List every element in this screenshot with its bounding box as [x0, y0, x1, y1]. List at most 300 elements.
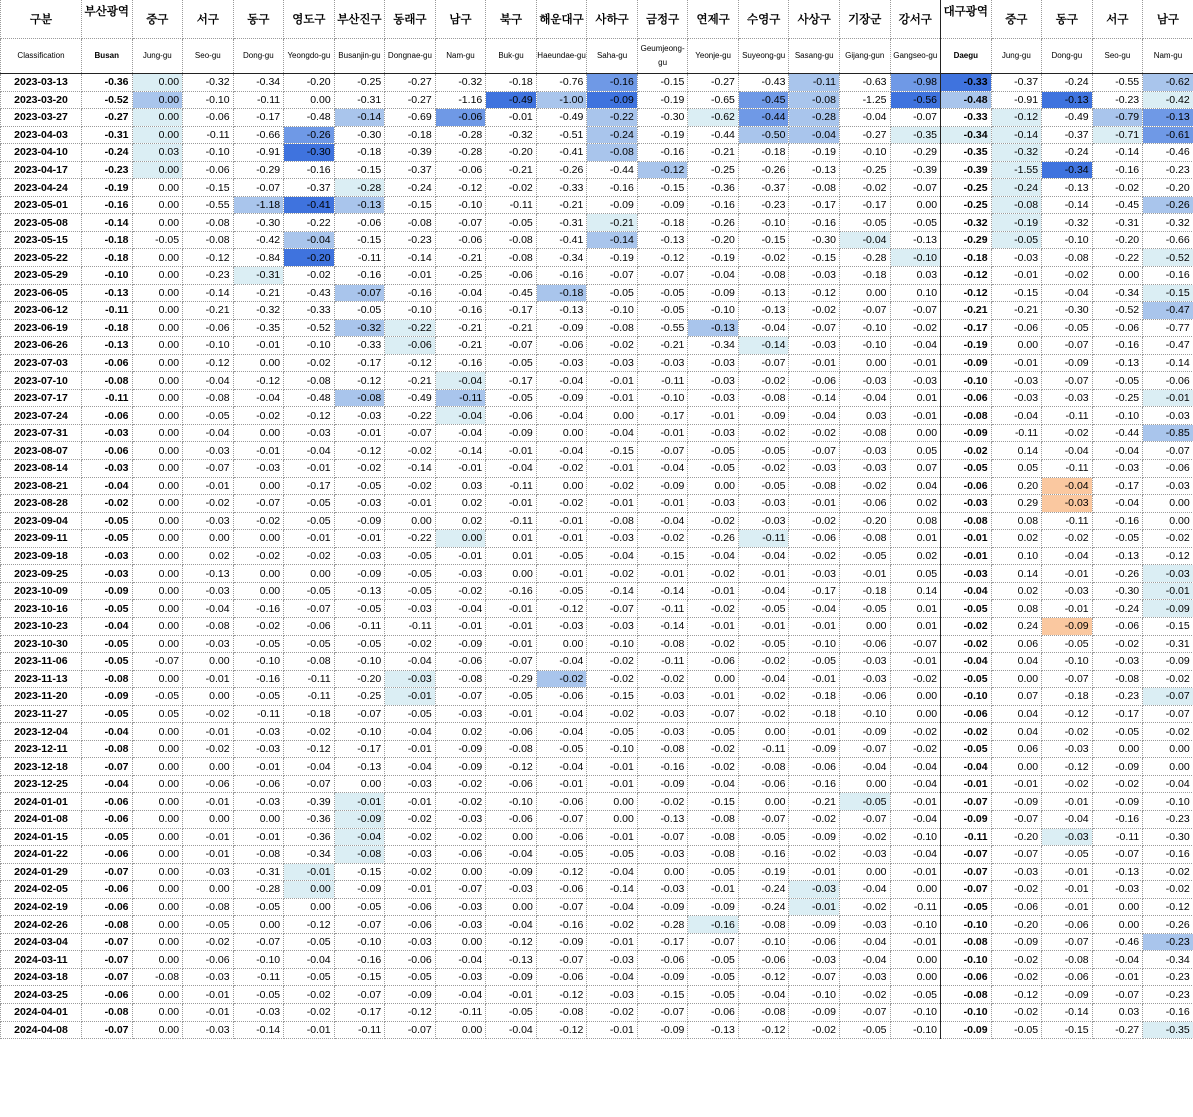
- value-cell: -0.10: [183, 144, 234, 162]
- value-cell: -0.08: [941, 512, 992, 530]
- value-cell: -0.16: [688, 196, 739, 214]
- value-cell: -0.07: [890, 179, 941, 197]
- value-cell: -0.44: [587, 161, 638, 179]
- value-cell: -0.03: [1042, 389, 1093, 407]
- value-cell: -0.39: [941, 161, 992, 179]
- value-cell: 0.00: [132, 109, 183, 127]
- value-cell: -0.05: [688, 460, 739, 478]
- value-cell: -0.06: [82, 898, 133, 916]
- value-cell: -0.44: [1092, 424, 1143, 442]
- value-cell: -0.16: [233, 600, 284, 618]
- value-cell: -0.06: [1042, 968, 1093, 986]
- value-cell: -0.02: [587, 477, 638, 495]
- value-cell: -0.02: [789, 1021, 840, 1039]
- value-cell: -0.30: [637, 109, 688, 127]
- value-cell: -0.04: [183, 600, 234, 618]
- value-cell: 0.00: [991, 758, 1042, 776]
- value-cell: 0.00: [132, 91, 183, 109]
- value-cell: -0.32: [1042, 214, 1093, 232]
- value-cell: -0.04: [486, 916, 537, 934]
- value-cell: -0.02: [637, 793, 688, 811]
- value-cell: 0.00: [132, 530, 183, 548]
- date-cell: 2023-09-25: [1, 565, 82, 583]
- value-cell: -0.04: [284, 951, 335, 969]
- value-cell: -0.05: [284, 582, 335, 600]
- value-cell: -0.13: [738, 284, 789, 302]
- value-cell: -0.22: [284, 214, 335, 232]
- value-cell: -0.11: [486, 512, 537, 530]
- date-cell: 2023-05-08: [1, 214, 82, 232]
- value-cell: -0.10: [890, 916, 941, 934]
- value-cell: -0.11: [637, 600, 688, 618]
- value-cell: -0.37: [991, 74, 1042, 92]
- value-cell: -0.23: [1143, 161, 1193, 179]
- table-row: [1, 91, 1193, 109]
- date-cell: 2024-03-18: [1, 968, 82, 986]
- value-cell: -0.04: [82, 723, 133, 741]
- value-cell: -0.16: [1092, 161, 1143, 179]
- value-cell: -0.08: [82, 740, 133, 758]
- table-row: [1, 688, 1193, 706]
- date-cell: 2024-04-08: [1, 1021, 82, 1039]
- value-cell: -0.15: [334, 161, 385, 179]
- value-cell: -0.37: [385, 161, 436, 179]
- value-cell: -0.03: [435, 810, 486, 828]
- date-cell: 2024-01-08: [1, 810, 82, 828]
- value-cell: -0.05: [385, 582, 436, 600]
- value-cell: -0.25: [334, 688, 385, 706]
- value-cell: -0.05: [890, 214, 941, 232]
- value-cell: -0.05: [486, 389, 537, 407]
- value-cell: -0.03: [233, 740, 284, 758]
- value-cell: -0.03: [183, 1021, 234, 1039]
- table-row: [1, 793, 1193, 811]
- value-cell: -0.12: [536, 1021, 587, 1039]
- date-cell: 2023-08-07: [1, 442, 82, 460]
- value-cell: -0.11: [486, 477, 537, 495]
- value-cell: -0.08: [1042, 249, 1093, 267]
- value-cell: -0.04: [385, 758, 436, 776]
- value-cell: -0.02: [1042, 267, 1093, 285]
- value-cell: -0.03: [435, 705, 486, 723]
- value-cell: -0.09: [1143, 600, 1193, 618]
- value-cell: 0.01: [486, 547, 537, 565]
- value-cell: -0.48: [284, 389, 335, 407]
- table-row: [1, 723, 1193, 741]
- value-cell: 0.03: [839, 407, 890, 425]
- value-cell: -0.07: [941, 846, 992, 864]
- value-cell: -0.05: [82, 530, 133, 548]
- value-cell: -0.04: [486, 846, 537, 864]
- value-cell: -0.11: [183, 126, 234, 144]
- value-cell: -0.04: [688, 775, 739, 793]
- value-cell: -0.20: [991, 828, 1042, 846]
- value-cell: -0.01: [637, 495, 688, 513]
- value-cell: -0.13: [1092, 547, 1143, 565]
- value-cell: -0.06: [789, 933, 840, 951]
- value-cell: 0.00: [233, 530, 284, 548]
- value-cell: -0.12: [1042, 705, 1093, 723]
- value-cell: -0.08: [284, 372, 335, 390]
- value-cell: -0.85: [1143, 424, 1193, 442]
- table-row: [1, 126, 1193, 144]
- table-row: [1, 968, 1193, 986]
- date-cell: 2023-06-19: [1, 319, 82, 337]
- value-cell: -0.07: [82, 951, 133, 969]
- value-cell: 0.00: [839, 775, 890, 793]
- value-cell: -0.10: [334, 653, 385, 671]
- value-cell: -0.05: [82, 635, 133, 653]
- value-cell: -0.11: [284, 688, 335, 706]
- value-cell: -0.02: [385, 635, 436, 653]
- value-cell: -0.03: [738, 495, 789, 513]
- date-cell: 2024-01-22: [1, 846, 82, 864]
- value-cell: -0.01: [1092, 968, 1143, 986]
- column-header-korean: 사하구: [587, 0, 638, 39]
- value-cell: -0.08: [334, 846, 385, 864]
- table-row: [1, 933, 1193, 951]
- value-cell: -0.31: [536, 214, 587, 232]
- value-cell: -0.05: [284, 968, 335, 986]
- date-cell: 2023-11-13: [1, 670, 82, 688]
- value-cell: -0.07: [435, 688, 486, 706]
- value-cell: -0.11: [738, 740, 789, 758]
- value-cell: -0.07: [132, 653, 183, 671]
- value-cell: -0.03: [1092, 881, 1143, 899]
- value-cell: -0.06: [486, 407, 537, 425]
- value-cell: -0.27: [688, 74, 739, 92]
- value-cell: -0.02: [941, 442, 992, 460]
- value-cell: -0.01: [385, 740, 436, 758]
- value-cell: -0.01: [183, 846, 234, 864]
- value-cell: -0.08: [738, 916, 789, 934]
- value-cell: -0.08: [486, 249, 537, 267]
- value-cell: -0.07: [637, 1003, 688, 1021]
- value-cell: -0.14: [334, 109, 385, 127]
- value-cell: -0.08: [183, 214, 234, 232]
- value-cell: -0.77: [1143, 319, 1193, 337]
- value-cell: -0.16: [1092, 810, 1143, 828]
- value-cell: -0.07: [486, 653, 537, 671]
- column-header-korean: 기장군: [839, 0, 890, 39]
- value-cell: -0.19: [738, 863, 789, 881]
- value-cell: -0.03: [839, 442, 890, 460]
- value-cell: -0.09: [1042, 617, 1093, 635]
- value-cell: -0.06: [183, 775, 234, 793]
- value-cell: -0.05: [941, 670, 992, 688]
- value-cell: -0.55: [637, 319, 688, 337]
- value-cell: -0.98: [890, 74, 941, 92]
- value-cell: -0.05: [536, 547, 587, 565]
- value-cell: -0.22: [385, 530, 436, 548]
- value-cell: -0.26: [688, 214, 739, 232]
- value-cell: -0.05: [486, 214, 537, 232]
- value-cell: -0.23: [82, 161, 133, 179]
- value-cell: -0.06: [1092, 319, 1143, 337]
- value-cell: -0.07: [385, 424, 436, 442]
- value-cell: -0.03: [688, 372, 739, 390]
- value-cell: -0.05: [486, 354, 537, 372]
- value-cell: -0.01: [890, 793, 941, 811]
- column-header-english: Jung-gu: [132, 39, 183, 74]
- value-cell: -0.03: [183, 863, 234, 881]
- value-cell: -0.04: [435, 372, 486, 390]
- value-cell: -0.33: [284, 302, 335, 320]
- value-cell: -0.30: [1042, 302, 1093, 320]
- value-cell: -0.24: [991, 179, 1042, 197]
- value-cell: -0.26: [738, 161, 789, 179]
- value-cell: -0.12: [738, 1021, 789, 1039]
- value-cell: -0.09: [435, 740, 486, 758]
- value-cell: -0.11: [233, 91, 284, 109]
- value-cell: -0.04: [435, 986, 486, 1004]
- value-cell: -0.05: [385, 705, 436, 723]
- column-header-korean: 중구: [132, 0, 183, 39]
- value-cell: -0.18: [789, 705, 840, 723]
- date-cell: 2024-02-19: [1, 898, 82, 916]
- value-cell: -0.07: [941, 863, 992, 881]
- value-cell: -0.02: [839, 477, 890, 495]
- value-cell: -0.01: [536, 512, 587, 530]
- value-cell: -0.07: [587, 600, 638, 618]
- value-cell: -0.05: [385, 565, 436, 583]
- value-cell: -0.02: [233, 407, 284, 425]
- value-cell: -0.03: [385, 846, 436, 864]
- date-cell: 2023-12-25: [1, 775, 82, 793]
- value-cell: -0.43: [738, 74, 789, 92]
- value-cell: -0.20: [486, 144, 537, 162]
- value-cell: -0.01: [1143, 582, 1193, 600]
- table-row: [1, 582, 1193, 600]
- value-cell: -0.36: [688, 179, 739, 197]
- value-cell: -0.04: [536, 705, 587, 723]
- table-row: [1, 214, 1193, 232]
- value-cell: -0.16: [334, 951, 385, 969]
- value-cell: -0.10: [486, 793, 537, 811]
- value-cell: -0.16: [536, 916, 587, 934]
- value-cell: -0.10: [890, 828, 941, 846]
- value-cell: -0.03: [1143, 407, 1193, 425]
- value-cell: -0.13: [1092, 354, 1143, 372]
- value-cell: -0.12: [284, 407, 335, 425]
- value-cell: -0.07: [789, 442, 840, 460]
- value-cell: -0.06: [486, 775, 537, 793]
- value-cell: -0.03: [284, 424, 335, 442]
- value-cell: -0.02: [385, 442, 436, 460]
- value-cell: -0.33: [941, 109, 992, 127]
- value-cell: 0.02: [890, 547, 941, 565]
- value-cell: -0.01: [536, 775, 587, 793]
- value-cell: 0.00: [637, 863, 688, 881]
- value-cell: -0.39: [385, 144, 436, 162]
- value-cell: -0.12: [637, 161, 688, 179]
- value-cell: 0.00: [132, 372, 183, 390]
- value-cell: 0.00: [486, 565, 537, 583]
- date-cell: 2024-04-01: [1, 1003, 82, 1021]
- table-row: [1, 635, 1193, 653]
- value-cell: -0.10: [941, 1003, 992, 1021]
- value-cell: -0.91: [233, 144, 284, 162]
- value-cell: -0.33: [536, 179, 587, 197]
- table-row: [1, 161, 1193, 179]
- value-cell: -0.06: [385, 337, 436, 355]
- value-cell: -0.01: [789, 617, 840, 635]
- value-cell: -0.11: [637, 372, 688, 390]
- value-cell: -0.08: [941, 986, 992, 1004]
- value-cell: -0.03: [1042, 828, 1093, 846]
- value-cell: 0.00: [1143, 758, 1193, 776]
- value-cell: -0.71: [1092, 126, 1143, 144]
- value-cell: 0.01: [486, 530, 537, 548]
- value-cell: -0.17: [637, 407, 688, 425]
- value-cell: 0.00: [738, 793, 789, 811]
- value-cell: -0.01: [233, 758, 284, 776]
- value-cell: -0.09: [637, 898, 688, 916]
- value-cell: -0.02: [587, 916, 638, 934]
- value-cell: -0.03: [738, 512, 789, 530]
- date-cell: 2023-10-16: [1, 600, 82, 618]
- value-cell: -0.05: [183, 407, 234, 425]
- date-cell: 2024-03-25: [1, 986, 82, 1004]
- value-cell: -0.08: [183, 617, 234, 635]
- value-cell: 0.00: [839, 354, 890, 372]
- value-cell: -0.46: [1143, 144, 1193, 162]
- value-cell: 0.29: [991, 495, 1042, 513]
- table-row: [1, 530, 1193, 548]
- column-header-korean: 금정구: [637, 0, 688, 39]
- value-cell: -0.34: [233, 74, 284, 92]
- value-cell: -0.04: [839, 933, 890, 951]
- value-cell: -0.01: [890, 653, 941, 671]
- value-cell: -0.55: [1092, 74, 1143, 92]
- value-cell: -0.13: [637, 810, 688, 828]
- value-cell: -0.07: [183, 460, 234, 478]
- value-cell: -0.16: [82, 196, 133, 214]
- value-cell: -0.02: [991, 1003, 1042, 1021]
- date-cell: 2023-04-24: [1, 179, 82, 197]
- value-cell: -0.28: [435, 126, 486, 144]
- value-cell: -0.05: [334, 477, 385, 495]
- value-cell: -0.32: [233, 302, 284, 320]
- value-cell: -0.02: [587, 705, 638, 723]
- value-cell: -0.08: [738, 1003, 789, 1021]
- value-cell: -0.03: [587, 354, 638, 372]
- value-cell: -0.01: [688, 881, 739, 899]
- value-cell: -0.48: [284, 109, 335, 127]
- value-cell: -0.52: [1143, 249, 1193, 267]
- value-cell: -0.02: [536, 670, 587, 688]
- value-cell: -0.16: [284, 161, 335, 179]
- column-header-korean: 동구: [233, 0, 284, 39]
- value-cell: -0.22: [385, 407, 436, 425]
- value-cell: -0.24: [738, 881, 789, 899]
- value-cell: -0.11: [334, 1021, 385, 1039]
- value-cell: -0.35: [233, 319, 284, 337]
- value-cell: -0.02: [1092, 635, 1143, 653]
- value-cell: 0.04: [991, 653, 1042, 671]
- value-cell: -0.03: [233, 1003, 284, 1021]
- table-row: [1, 354, 1193, 372]
- header-row-korean: [1, 0, 1193, 39]
- value-cell: -0.03: [1042, 740, 1093, 758]
- value-cell: -0.06: [1042, 916, 1093, 934]
- value-cell: -0.26: [1143, 916, 1193, 934]
- value-cell: -0.11: [334, 617, 385, 635]
- value-cell: -0.14: [637, 582, 688, 600]
- value-cell: -0.14: [385, 460, 436, 478]
- value-cell: -0.15: [637, 179, 688, 197]
- value-cell: -0.15: [637, 74, 688, 92]
- value-cell: -0.08: [587, 319, 638, 337]
- value-cell: -0.21: [183, 302, 234, 320]
- value-cell: -0.12: [941, 267, 992, 285]
- value-cell: 0.00: [284, 881, 335, 899]
- value-cell: -0.01: [890, 407, 941, 425]
- table-row: [1, 407, 1193, 425]
- value-cell: -0.02: [1143, 881, 1193, 899]
- value-cell: -0.27: [82, 109, 133, 127]
- value-cell: -0.04: [435, 600, 486, 618]
- value-cell: 0.08: [890, 512, 941, 530]
- value-cell: -0.34: [536, 249, 587, 267]
- value-cell: -0.02: [941, 723, 992, 741]
- value-cell: -0.02: [284, 547, 335, 565]
- value-cell: -0.04: [738, 582, 789, 600]
- value-cell: -0.27: [839, 126, 890, 144]
- value-cell: -0.05: [486, 1003, 537, 1021]
- value-cell: -0.09: [941, 1021, 992, 1039]
- value-cell: 0.00: [435, 530, 486, 548]
- date-cell: 2024-03-11: [1, 951, 82, 969]
- value-cell: -0.02: [789, 512, 840, 530]
- value-cell: -0.10: [1143, 793, 1193, 811]
- value-cell: -0.02: [587, 337, 638, 355]
- value-cell: 0.08: [991, 600, 1042, 618]
- value-cell: -0.10: [789, 986, 840, 1004]
- value-cell: -0.01: [385, 495, 436, 513]
- value-cell: -0.10: [890, 1003, 941, 1021]
- value-cell: 0.00: [132, 1003, 183, 1021]
- value-cell: 0.00: [132, 302, 183, 320]
- value-cell: -0.06: [991, 319, 1042, 337]
- value-cell: 0.00: [132, 196, 183, 214]
- value-cell: -0.01: [587, 389, 638, 407]
- value-cell: -0.45: [738, 91, 789, 109]
- value-cell: -0.06: [738, 775, 789, 793]
- value-cell: -0.05: [183, 916, 234, 934]
- value-cell: -0.21: [435, 249, 486, 267]
- value-cell: 0.00: [233, 916, 284, 934]
- value-cell: -0.32: [1143, 214, 1193, 232]
- value-cell: 0.03: [890, 267, 941, 285]
- value-cell: -0.04: [839, 389, 890, 407]
- value-cell: -0.07: [941, 881, 992, 899]
- value-cell: -0.03: [839, 653, 890, 671]
- value-cell: -0.01: [789, 723, 840, 741]
- value-cell: -0.07: [688, 933, 739, 951]
- date-cell: 2024-02-05: [1, 881, 82, 899]
- value-cell: -0.04: [738, 986, 789, 1004]
- header-row-english: [1, 39, 1193, 74]
- column-header-korean: 해운대구: [536, 0, 587, 39]
- value-cell: -0.01: [183, 828, 234, 846]
- value-cell: -0.01: [284, 460, 335, 478]
- column-header-english: Seo-gu: [1092, 39, 1143, 74]
- value-cell: 0.06: [991, 740, 1042, 758]
- value-cell: -0.02: [1042, 775, 1093, 793]
- value-cell: -0.11: [385, 617, 436, 635]
- value-cell: -0.09: [435, 635, 486, 653]
